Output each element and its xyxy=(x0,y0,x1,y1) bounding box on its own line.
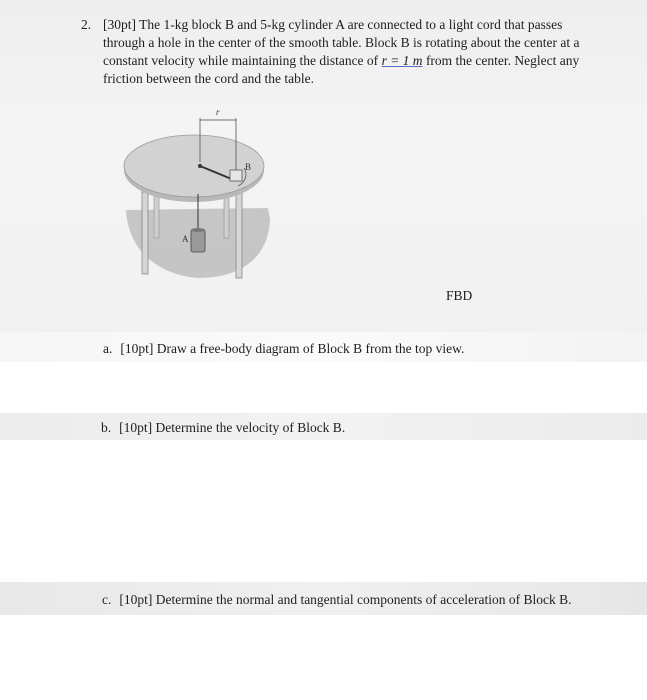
problem-line-1: [30pt] The 1-kg block B and 5-kg cylinder A are connected to a light cord that passes xyxy=(103,17,563,32)
label-r: r xyxy=(216,107,220,117)
table-leg-left-front xyxy=(142,192,148,274)
part-a-label: a. xyxy=(103,341,113,356)
part-b-text: [10pt] Determine the velocity of Block B. xyxy=(119,420,346,435)
cylinder-A xyxy=(191,230,205,252)
table-top xyxy=(124,135,264,197)
problem-line-2: through a hole in the center of the smooth table. Block B is rotating about the center at a xyxy=(103,35,580,50)
problem-line-3-suffix: from the center. Neglect any xyxy=(422,53,580,68)
fbd-label: FBD xyxy=(446,288,473,303)
part-c xyxy=(102,591,571,608)
cylinder-top xyxy=(191,228,205,232)
question-number: 2. xyxy=(81,17,92,32)
problem-line-4: friction between the cord and the table. xyxy=(103,71,315,86)
problem-statement xyxy=(103,16,603,88)
problem-line-3-prefix: constant velocity while maintaining the distance of xyxy=(103,53,382,68)
part-b xyxy=(101,419,345,436)
part-c-text: [10pt] Determine the normal and tangential components of acceleration of Block B. xyxy=(119,592,572,607)
part-c-label: c. xyxy=(102,592,112,607)
block-B xyxy=(230,170,242,181)
table-leg-right-front xyxy=(236,192,242,278)
problem-line-3 xyxy=(103,52,603,70)
part-b-label: b. xyxy=(101,420,112,435)
part-a-text: [10pt] Draw a free-body diagram of Block B from the top view. xyxy=(120,341,465,356)
table-figure xyxy=(118,100,278,290)
part-a xyxy=(103,340,464,357)
distance-variable: r = 1 m xyxy=(381,53,423,68)
center-hole xyxy=(198,164,202,168)
label-B: B xyxy=(245,162,252,172)
label-A: A xyxy=(182,234,189,244)
